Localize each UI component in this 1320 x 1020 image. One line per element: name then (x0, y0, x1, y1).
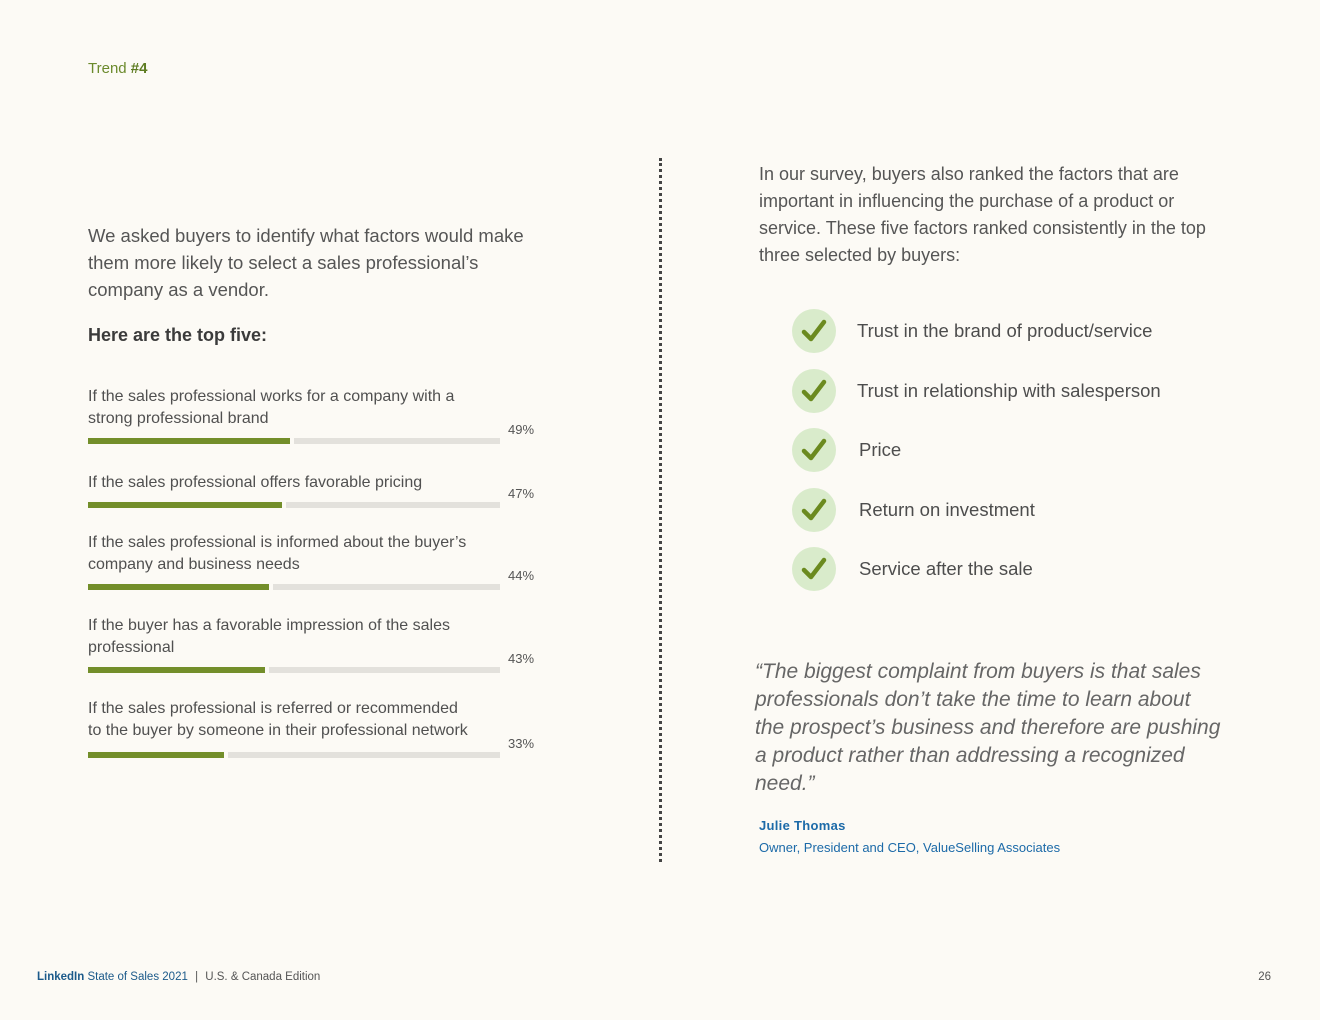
footer-separator: | (195, 971, 199, 983)
footer-edition: U.S. & Canada Edition (205, 971, 321, 983)
bar-label: If the buyer has a favorable impression of the sales professional (88, 617, 450, 656)
bar-row (88, 486, 548, 514)
bar-fill (88, 438, 290, 444)
bar-fill (88, 752, 224, 758)
bar-track (88, 438, 500, 444)
factor-list (792, 308, 1161, 606)
bar-row (88, 422, 548, 450)
footer-publication: State of Sales 2021 (84, 971, 188, 983)
trend-heading (88, 60, 147, 77)
bar-label: If the sales professional offers favorable pricing (88, 474, 423, 491)
footer (37, 971, 320, 983)
factor-item (792, 368, 1161, 414)
bar-item (88, 615, 548, 698)
page-number: 26 (1258, 971, 1271, 983)
factor-label: Return on investment (859, 498, 1035, 520)
bar-item (88, 386, 548, 472)
column-divider (659, 158, 662, 862)
bar-value: 49% (508, 422, 535, 437)
left-column (88, 222, 548, 346)
right-intro: In our survey, buyers also ranked the factors that are important in influencing the purchase of a product or service. These five factors ranked consistently in the top three selected by buyers: (759, 164, 1206, 265)
bar-value: 43% (508, 651, 535, 666)
bar-track (88, 752, 500, 758)
trend-number: #4 (130, 60, 148, 77)
bar-value: 33% (508, 736, 535, 751)
pull-quote: “The biggest complaint from buyers is that sales professionals don’t take the time to learn about the prospect’s business and therefore are pushing a product rather than addressing a recognized need.” (755, 660, 1221, 795)
factor-label: Trust in relationship with salesperson (857, 379, 1161, 401)
factor-item (792, 308, 1161, 354)
bar-item (88, 698, 548, 788)
bar-label: If the sales professional is referred or recommended to the buyer by someone in their professional network (88, 700, 468, 739)
bar-value: 47% (508, 486, 535, 501)
quote-author-role: Owner, President and CEO, ValueSelling Associates (759, 840, 1061, 855)
factor-label: Price (859, 439, 902, 460)
bar-row (88, 736, 548, 764)
bar-track (88, 502, 500, 508)
footer-brand: LinkedIn (37, 971, 85, 983)
top-five-heading: Here are the top five: (88, 325, 268, 345)
checkmark-icon (792, 309, 836, 353)
factor-item (792, 546, 1161, 592)
bar-row (88, 568, 548, 596)
bar-label: If the sales professional works for a company with a strong professional brand (88, 388, 455, 427)
bar-row (88, 651, 548, 679)
left-intro: We asked buyers to identify what factors would make them more likely to select a sales professional’s company as a vendor. (88, 225, 524, 300)
bar-item (88, 532, 548, 615)
bar-fill (88, 584, 269, 590)
trend-prefix: Trend (88, 60, 131, 77)
bar-list (88, 386, 548, 788)
factor-label: Trust in the brand of product/service (857, 320, 1153, 341)
bar-track (88, 667, 500, 673)
factor-label: Service after the sale (859, 558, 1033, 579)
checkmark-icon (792, 547, 836, 591)
factor-item (792, 427, 1161, 473)
checkmark-icon (792, 369, 836, 413)
bar-label: If the sales professional is informed about the buyer’s company and business needs (88, 534, 467, 573)
bar-value: 44% (508, 568, 535, 583)
checkmark-icon (792, 428, 836, 472)
quote-author: Julie Thomas (759, 818, 846, 833)
bar-track (88, 584, 500, 590)
bar-fill (88, 502, 282, 508)
bar-item (88, 472, 548, 532)
factor-item (792, 487, 1161, 533)
bar-fill (88, 667, 265, 673)
checkmark-icon (792, 488, 836, 532)
